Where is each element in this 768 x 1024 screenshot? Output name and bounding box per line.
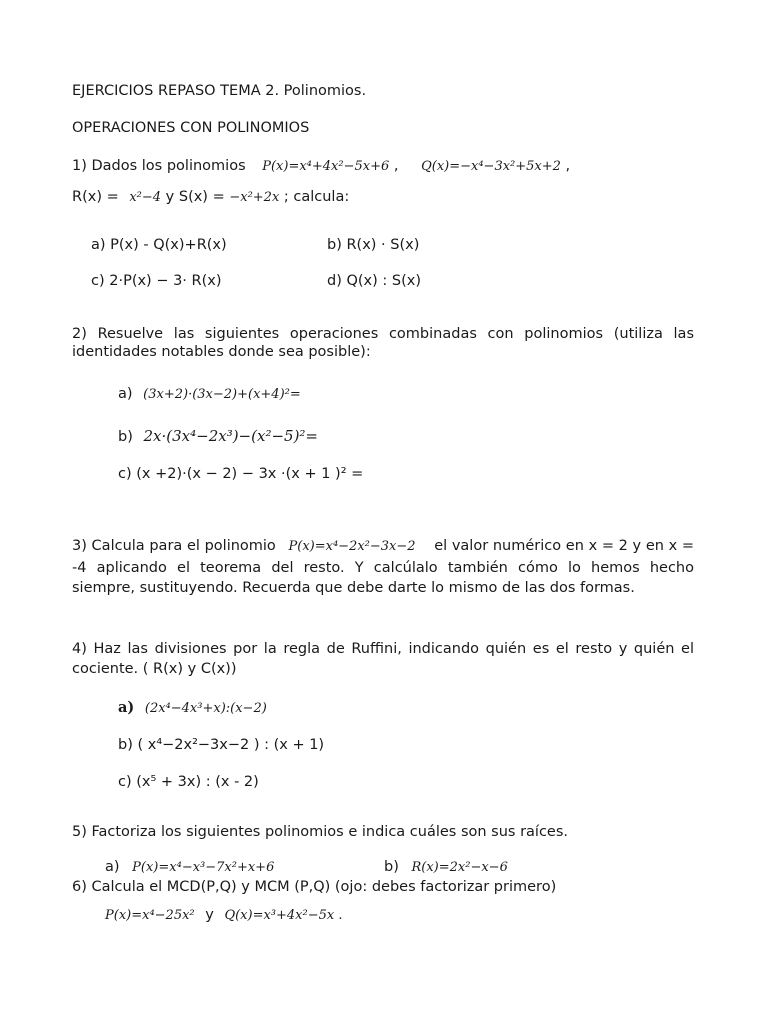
- polynomial-p: P(x)=x⁴+4x²−5x+6: [262, 159, 390, 174]
- exercise-1-intro: 1) Dados los polinomios: [72, 158, 246, 174]
- exercise-2-expr-a: (3x+2)·(3x−2)+(x+4)²=: [143, 387, 301, 402]
- exercise-4-item-a: a) (2x⁴−4x³+x):(x−2): [118, 699, 267, 716]
- exercise-2-expr-b: 2x·(3x⁴−2x³)−(x²−5)²=: [143, 427, 318, 445]
- exercise-1-item-a: a) P(x) - Q(x)+R(x): [91, 237, 227, 253]
- exercise-5-item-a: a) P(x)=x⁴−x³−7x²+x+6: [105, 859, 275, 875]
- polynomial-q: Q(x)=−x⁴−3x²+5x+2: [421, 159, 561, 174]
- section-heading: OPERACIONES CON POLINOMIOS: [72, 120, 310, 136]
- exercise-1-statement: 1) Dados los polinomios P(x)=x⁴+4x²−5x+6 , Q(x)=−x⁴−3x²+5x+2 ,: [72, 158, 571, 174]
- exercise-2-item-c: c) (x +2)·(x − 2) − 3x ·(x + 1 )² =: [118, 466, 364, 482]
- calcula-text: ; calcula:: [283, 189, 350, 205]
- exercise-1-item-c: c) 2·P(x) − 3· R(x): [91, 273, 222, 289]
- document-title: EJERCICIOS REPASO TEMA 2. Polinomios.: [72, 83, 367, 99]
- exercise-4-expr-a: (2x⁴−4x³+x):(x−2): [144, 701, 267, 716]
- exercise-1-statement-line2: [72, 188, 349, 207]
- exercise-6-polynomial-p: P(x)=x⁴−25x²: [105, 908, 195, 923]
- exercise-6-polynomial-q: Q(x)=x³+4x²−5x .: [224, 908, 343, 923]
- exercise-5-statement: 5) Factoriza los siguientes polinomios e indica cuáles son sus raíces.: [72, 824, 569, 840]
- exercise-2-statement: 2) Resuelve las siguientes operaciones combinadas con polinomios (utiliza las identidades notables donde sea posible):: [72, 326, 694, 360]
- exercise-2-item-a: a) (3x+2)·(3x−2)+(x+4)²=: [118, 386, 301, 402]
- exercise-1-item-b: b) R(x) · S(x): [327, 237, 420, 253]
- exercise-6-polynomials: P(x)=x⁴−25x² y Q(x)=x³+4x²−5x .: [105, 907, 343, 923]
- polynomial-s-label: y S(x) =: [165, 189, 225, 205]
- exercise-4-item-b: b) ( x⁴−2x²−3x−2 ) : (x + 1): [118, 737, 325, 753]
- exercise-2-item-b: b) 2x·(3x⁴−2x³)−(x²−5)²=: [118, 427, 318, 445]
- exercise-6-statement: 6) Calcula el MCD(P,Q) y MCM (P,Q) (ojo: debes factorizar primero): [72, 879, 557, 895]
- polynomial-s: −x²+2x: [229, 190, 280, 205]
- exercise-4-item-c: c) (x⁵ + 3x) : (x - 2): [118, 774, 259, 790]
- exercise-4-statement: 4) Haz las divisiones por la regla de Ruffini, indicando quién es el resto y quién el cociente. ( R(x) y C(x)): [72, 641, 694, 677]
- exercise-3-polynomial: P(x)=x⁴−2x²−3x−2: [288, 539, 416, 554]
- polynomial-r-label: R(x) =: [72, 189, 119, 205]
- exercise-5-item-b: b) R(x)=2x²−x−6: [384, 859, 508, 875]
- polynomial-r: x²−4: [129, 190, 162, 205]
- exercise-3-statement: 3) Calcula para el polinomio P(x)=x⁴−2x²−3x−2 el valor numérico en x = 2 y en x = -4 aplicando el teorema del resto. Y calcúlalo también cómo lo hemos hecho siempre, sustituyendo. Recuerda que debe darte lo mismo de las dos formas.: [72, 538, 695, 596]
- exercise-5-expr-b: R(x)=2x²−x−6: [411, 860, 508, 875]
- exercise-1-item-d: d) Q(x) : S(x): [327, 273, 421, 289]
- exercise-5-expr-a: P(x)=x⁴−x³−7x²+x+6: [132, 860, 275, 875]
